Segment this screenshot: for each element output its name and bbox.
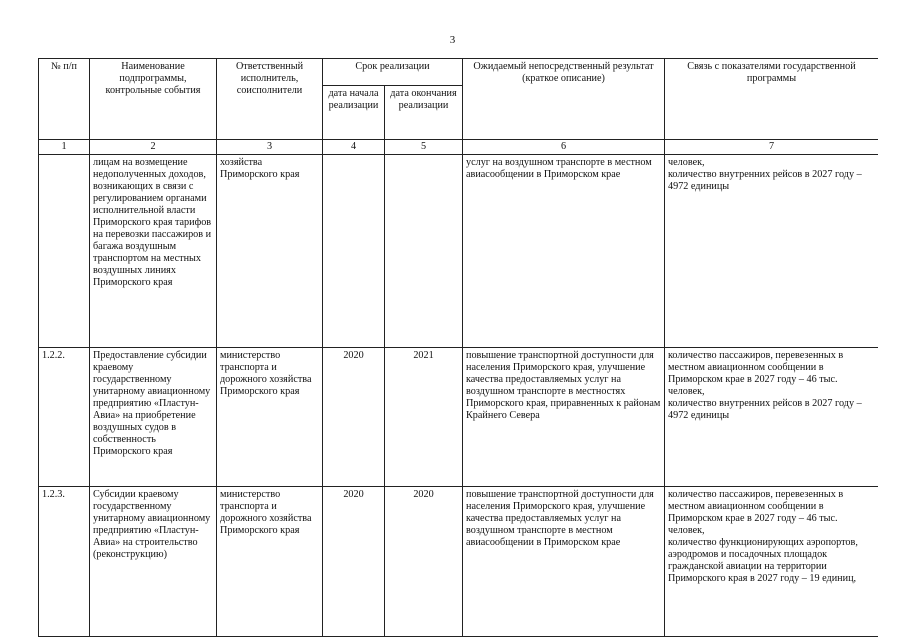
row-end: 2021 (385, 348, 463, 487)
row-link: количество пассажиров, перевезенных в местном авиационном сообщении в Приморском крае в 2027 году – 46 тыс. человек, количество функционирующих аэропортов, аэродромов и посадочных площадок гражданской авиации на территории Приморского края в 2027 году – 19 единиц, (665, 487, 879, 637)
column-number: 7 (665, 140, 879, 155)
row-link: человек, количество внутренних рейсов в 2027 году – 4972 единицы (665, 155, 879, 348)
column-number: 2 (90, 140, 217, 155)
row-start: 2020 (323, 348, 385, 487)
row-result: повышение транспортной доступности для населения Приморского края, улучшение качества предоставляемых услуг на воздушном транспорте в местном авиасообщении в Приморском крае (463, 487, 665, 637)
row-name: Субсидии краевому государственному унитарному авиационному предприятию «Пластун-Авиа» на строительство (реконструкцию) (90, 487, 217, 637)
column-number: 5 (385, 140, 463, 155)
row-name: Предоставление субсидии краевому государственному унитарному авиационному предприятию «Пластун-Авиа» на приобретение воздушных судов в собственность Приморского края (90, 348, 217, 487)
header-period: Срок реализации (323, 59, 463, 86)
header-executor: Ответственный исполнитель, соисполнители (217, 59, 323, 140)
header-start-date: дата начала реализации (323, 86, 385, 140)
page-number: 3 (449, 34, 456, 46)
row-end (385, 155, 463, 348)
program-table (38, 58, 878, 637)
row-code (39, 155, 90, 348)
row-start: 2020 (323, 487, 385, 637)
header-name: Наименование подпрограммы, контрольные события (90, 59, 217, 140)
header-result: Ожидаемый непосредственный результат (краткое описание) (463, 59, 665, 140)
column-number: 6 (463, 140, 665, 155)
header-row-1 (39, 59, 879, 86)
program-table-container (38, 58, 878, 640)
row-end: 2020 (385, 487, 463, 637)
row-executor: министерство транспорта и дорожного хозяйства Приморского края (217, 487, 323, 637)
column-number-row (39, 140, 879, 155)
row-executor: хозяйства Приморского края (217, 155, 323, 348)
header-end-date: дата окончания реализации (385, 86, 463, 140)
column-number: 3 (217, 140, 323, 155)
row-name: лицам на возмещение недополученных доходов, возникающих в связи с регулированием органами исполнительной власти Приморского края тарифов на перевозки пассажиров и багажа воздушным транспортом на местных воздушных линиях Приморского края (90, 155, 217, 348)
row-link: количество пассажиров, перевезенных в местном авиационном сообщении в Приморском крае в 2027 году – 46 тыс. человек, количество внутренних рейсов в 2027 году – 4972 единицы (665, 348, 879, 487)
column-number: 4 (323, 140, 385, 155)
row-result: услуг на воздушном транспорте в местном авиасообщении в Приморском крае (463, 155, 665, 348)
table-row (39, 348, 879, 487)
table-row (39, 155, 879, 348)
row-start (323, 155, 385, 348)
header-link: Связь с показателями государственной программы (665, 59, 879, 140)
row-code: 1.2.2. (39, 348, 90, 487)
table-row (39, 487, 879, 637)
row-executor: министерство транспорта и дорожного хозяйства Приморского края (217, 348, 323, 487)
header-number: № п/п (39, 59, 90, 140)
row-result: повышение транспортной доступности для населения Приморского края, улучшение качества предоставляемых услуг на воздушном транспорте в местностях Приморского края, приравненных к районам Крайнего Севера (463, 348, 665, 487)
row-code: 1.2.3. (39, 487, 90, 637)
column-number: 1 (39, 140, 90, 155)
